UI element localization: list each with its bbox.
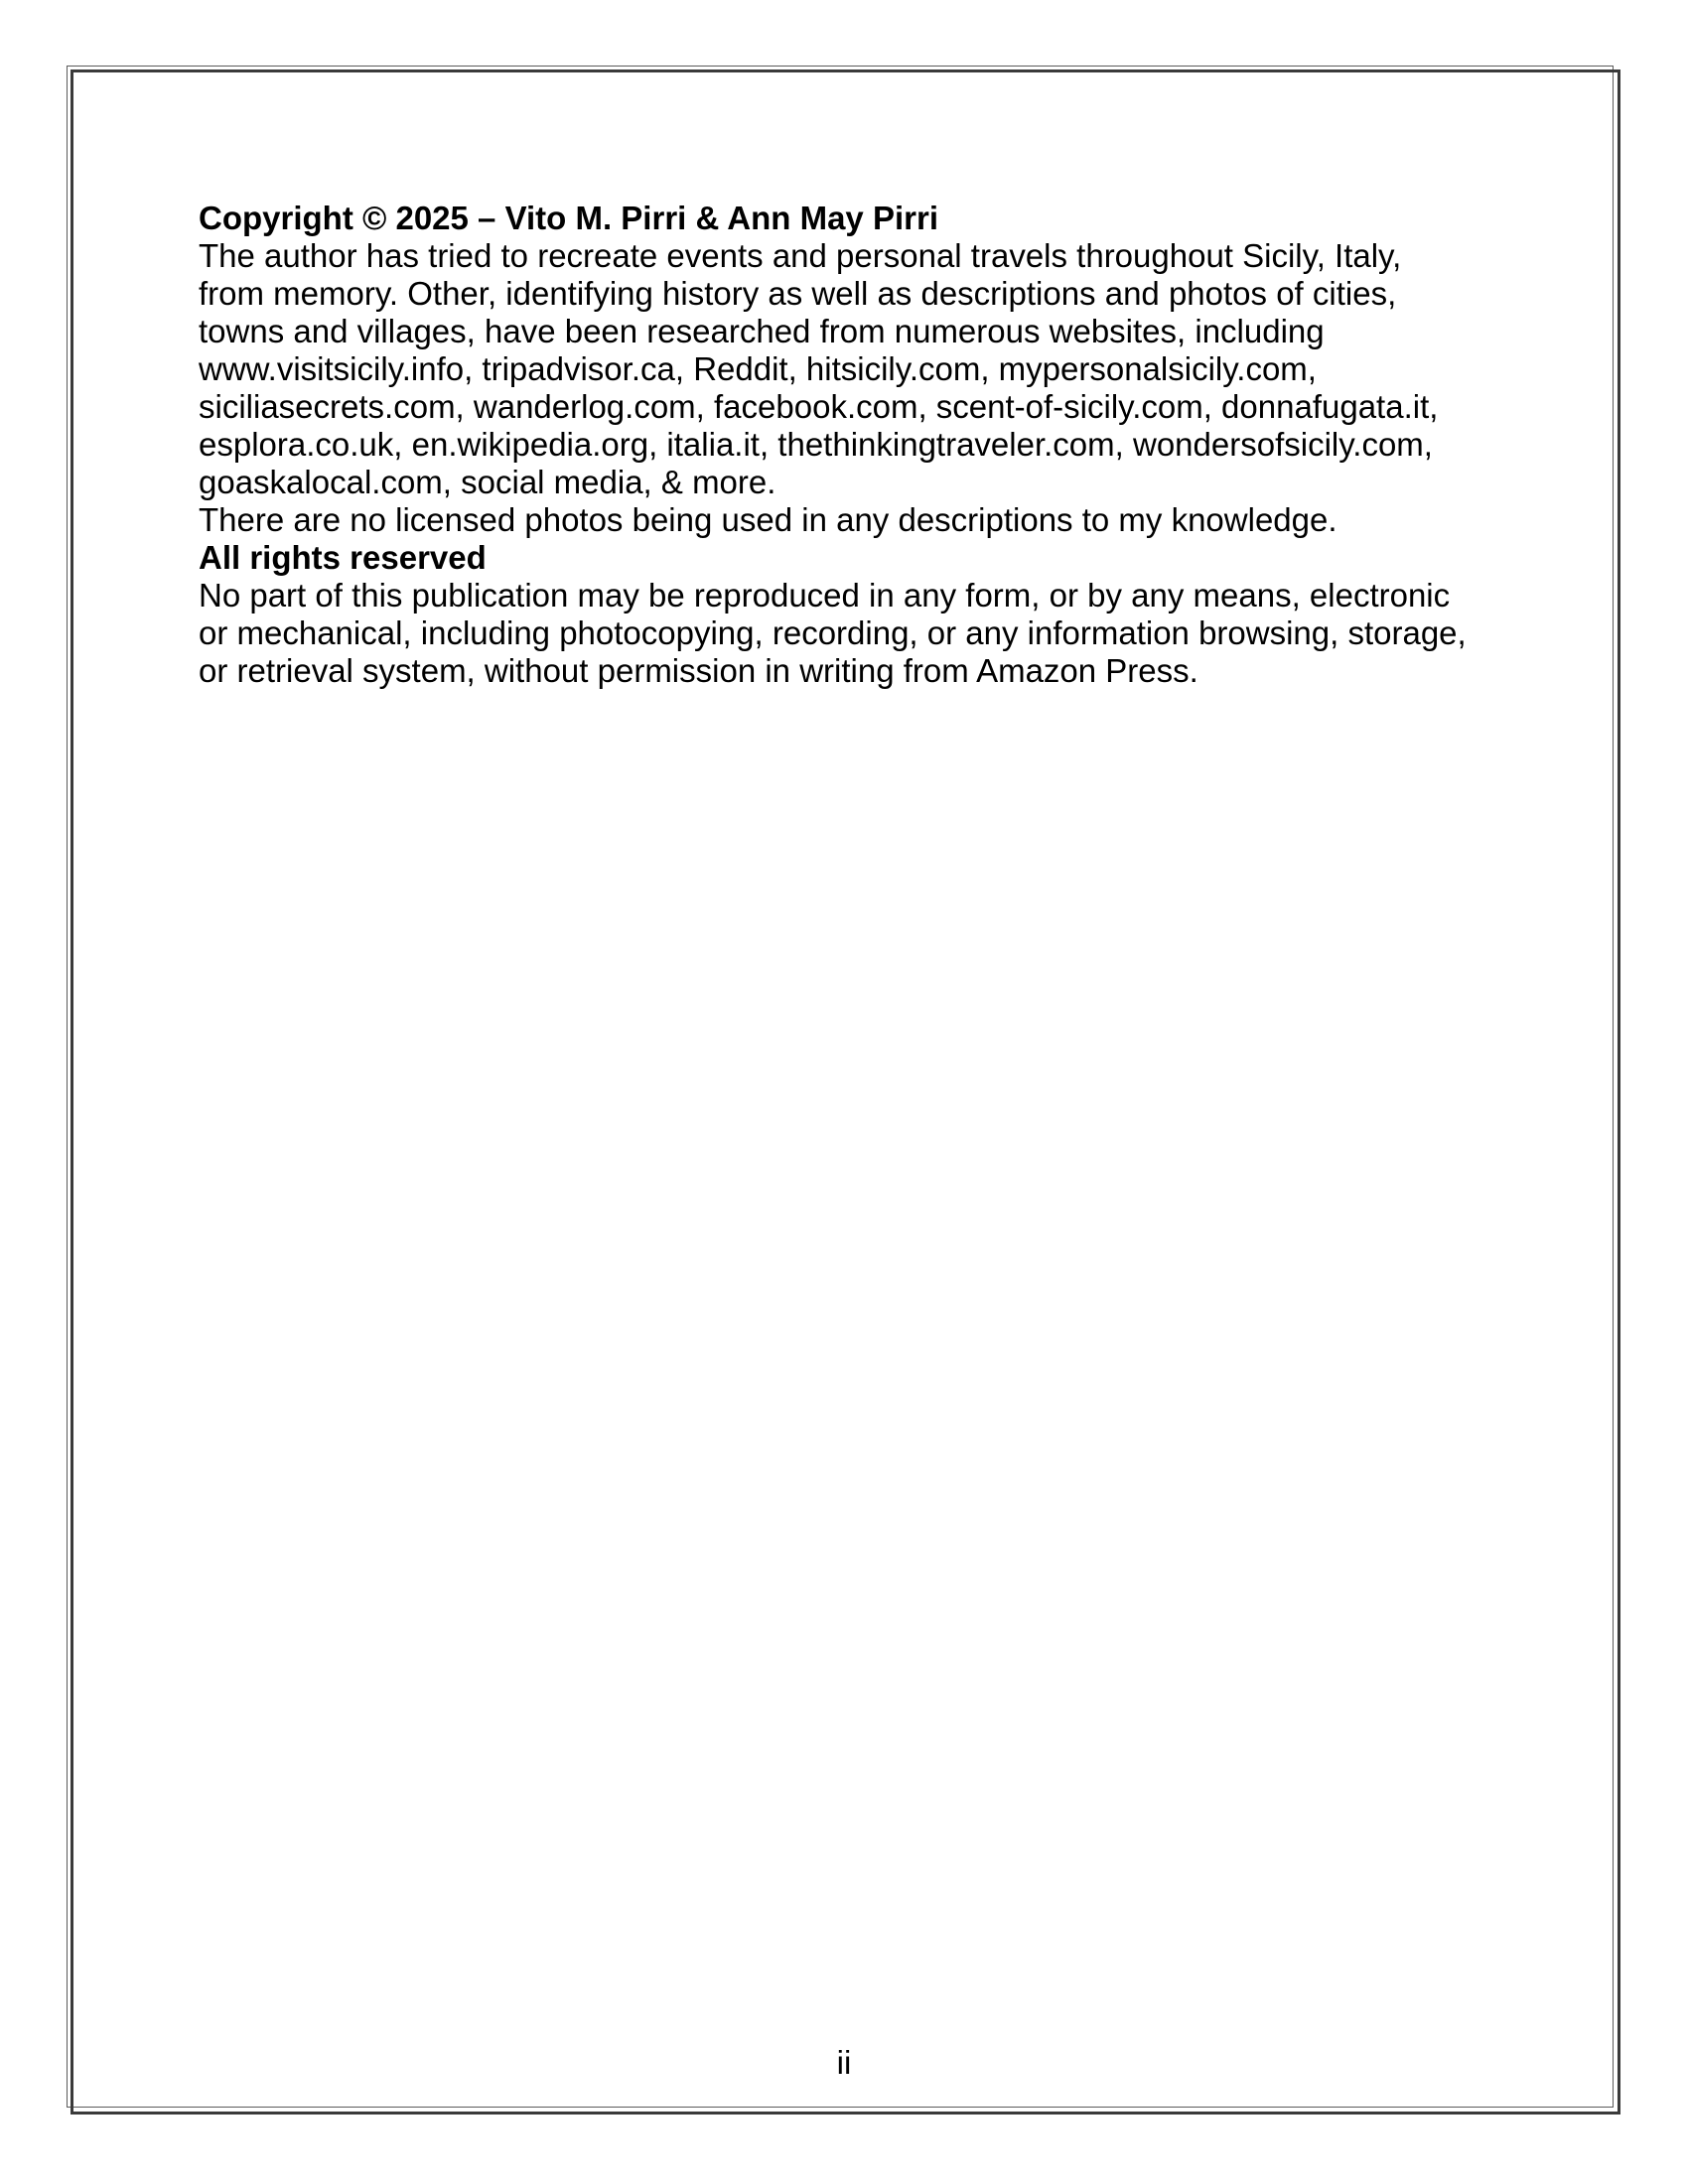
copyright-section [199, 200, 1534, 690]
copyright-text-line: towns and villages, have been researched from numerous websites, including [199, 313, 1325, 349]
photos-note-line: There are no licensed photos being used in any descriptions to my knowledge. [199, 501, 1337, 538]
copyright-text-line: siciliasecrets.com, wanderlog.com, facebook.com, scent-of-sicily.com, donnafugata.it, [199, 388, 1439, 425]
copyright-heading: Copyright © 2025 – Vito M. Pirri & Ann May Pirri [199, 200, 938, 236]
copyright-text-line: esplora.co.uk, en.wikipedia.org, italia.it, thethinkingtraveler.com, wondersofsicily.com, [199, 426, 1433, 463]
rights-text-line: or retrieval system, without permission in writing from Amazon Press. [199, 652, 1198, 689]
rights-text-line: or mechanical, including photocopying, recording, or any information browsing, storage, [199, 614, 1467, 651]
rights-heading: All rights reserved [199, 539, 487, 576]
rights-text-line: No part of this publication may be reproduced in any form, or by any means, electronic [199, 577, 1451, 614]
copyright-text-line: goaskalocal.com, social media, & more. [199, 464, 776, 500]
page-number: ii [836, 2044, 852, 2081]
copyright-text-line: from memory. Other, identifying history as well as descriptions and photos of cities, [199, 275, 1397, 312]
copyright-text-line: www.visitsicily.info, tripadvisor.ca, Reddit, hitsicily.com, mypersonalsicily.com, [199, 350, 1317, 387]
copyright-text-line: The author has tried to recreate events and personal travels throughout Sicily, Italy, [199, 237, 1402, 274]
